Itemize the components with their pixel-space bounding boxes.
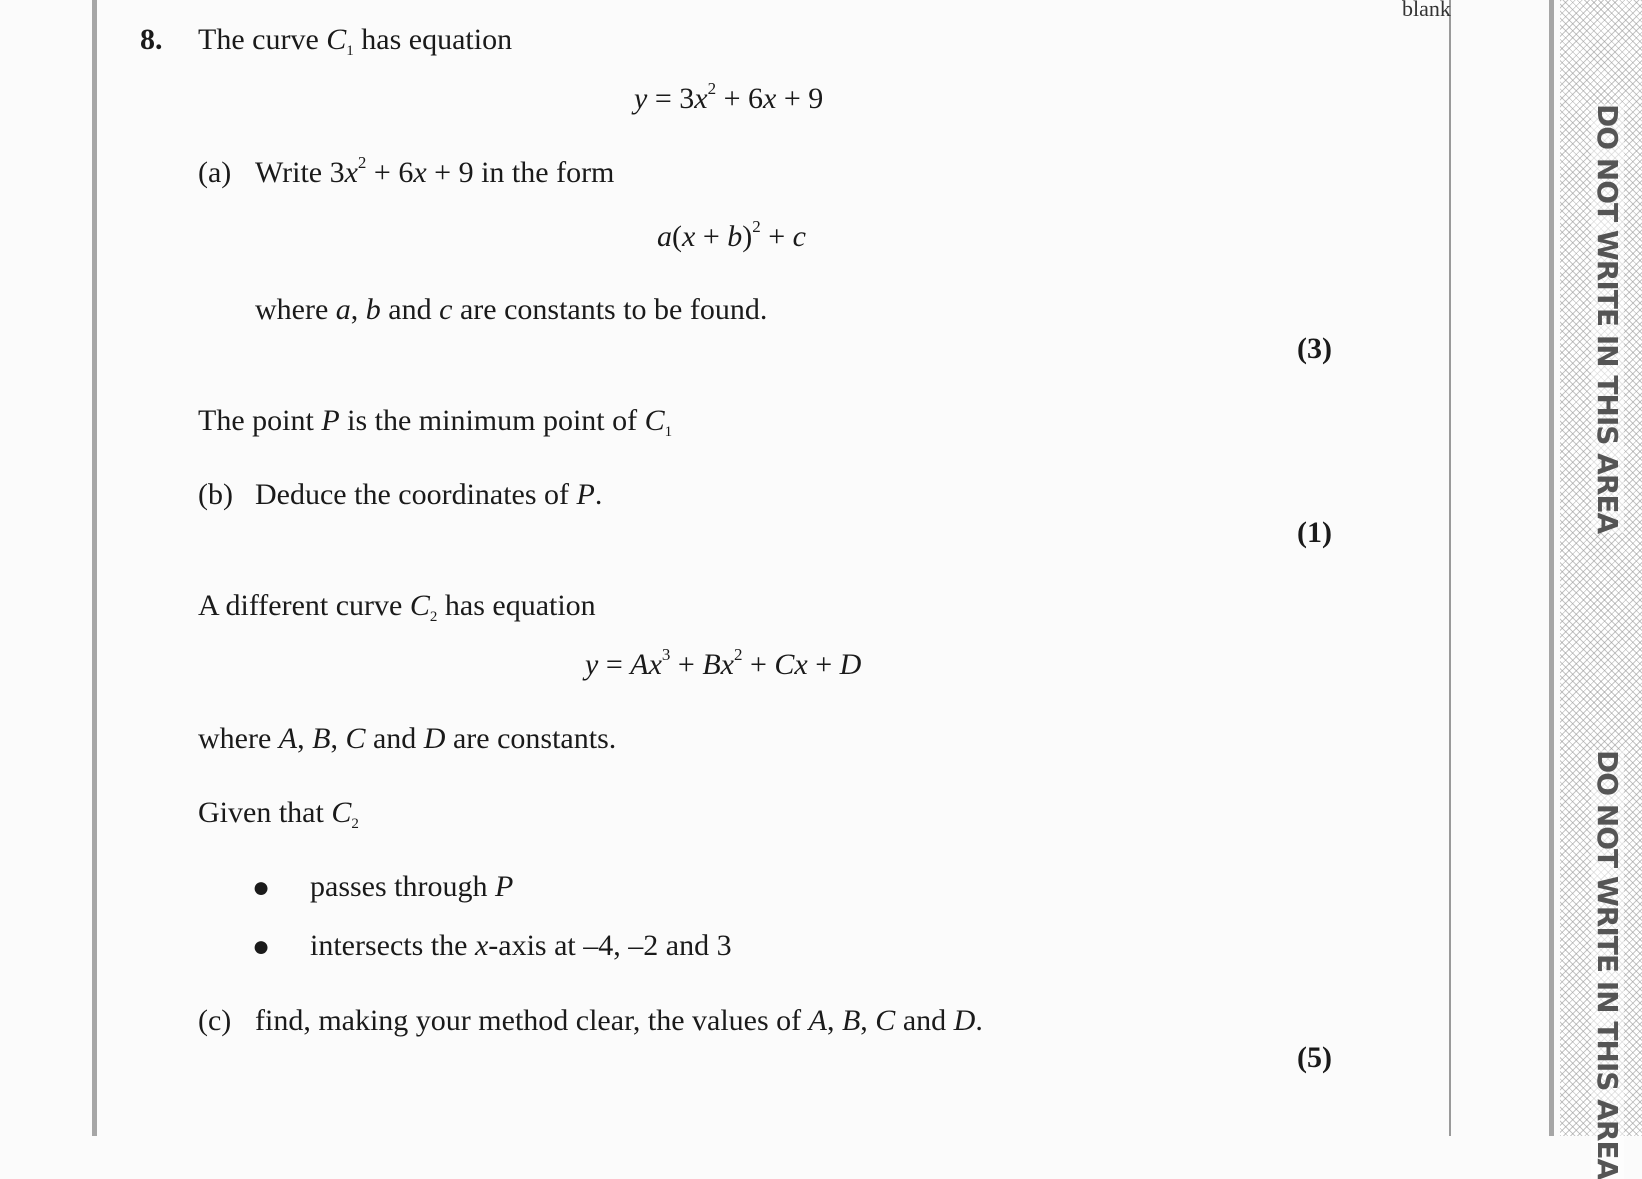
- do-not-write-text-top: DO NOT WRITE IN THIS AREA: [1591, 104, 1624, 534]
- where-constants: where A, B, C and D are constants.: [198, 722, 617, 755]
- question-number: 8.: [140, 23, 163, 56]
- bullet-2-marker: ●: [252, 930, 271, 963]
- part-c-marks: (5): [1297, 1041, 1332, 1074]
- margin-border: [1549, 0, 1554, 1136]
- part-b-text: Deduce the coordinates of P.: [255, 478, 603, 511]
- curve2-intro: A different curve $C_2$ has equation: [198, 589, 596, 625]
- part-a-where: where a, b and c are constants to be found.: [255, 293, 768, 326]
- part-a-marks: (3): [1297, 332, 1332, 365]
- page-border-right: [1449, 0, 1451, 1136]
- equation-c2: $y = Ax^3 + Bx^2 + Cx + D$: [585, 645, 862, 681]
- completed-square-form: $a(x + b)^2 + c$: [657, 217, 806, 253]
- part-c-text: find, making your method clear, the values of A, B, C and D.: [255, 1004, 983, 1037]
- part-a-label: (a): [198, 156, 232, 189]
- part-a-text: Write $3x^2 + 6x + 9$ in the form: [255, 153, 615, 189]
- bullet-2-text: intersects the x-axis at –4, –2 and 3: [310, 929, 732, 962]
- part-b-marks: (1): [1297, 516, 1332, 549]
- blank-label: blank: [1402, 0, 1451, 21]
- bullet-1-marker: ●: [252, 871, 271, 904]
- page-border-left: [92, 0, 97, 1136]
- do-not-write-margin: [1560, 0, 1642, 1179]
- part-c-label: (c): [198, 1004, 232, 1037]
- intro-line: The curve $C_1$ has equation: [198, 23, 513, 59]
- given-that: Given that $C_2$: [198, 796, 359, 832]
- do-not-write-text-bottom: DO NOT WRITE IN THIS AREA: [1591, 750, 1624, 1179]
- equation-c1: $y = 3x^2 + 6x + 9$: [634, 79, 824, 115]
- bullet-1-text: passes through P: [310, 870, 514, 903]
- minimum-point-statement: The point P is the minimum point of $C_1$: [198, 404, 673, 440]
- part-b-label: (b): [198, 478, 233, 511]
